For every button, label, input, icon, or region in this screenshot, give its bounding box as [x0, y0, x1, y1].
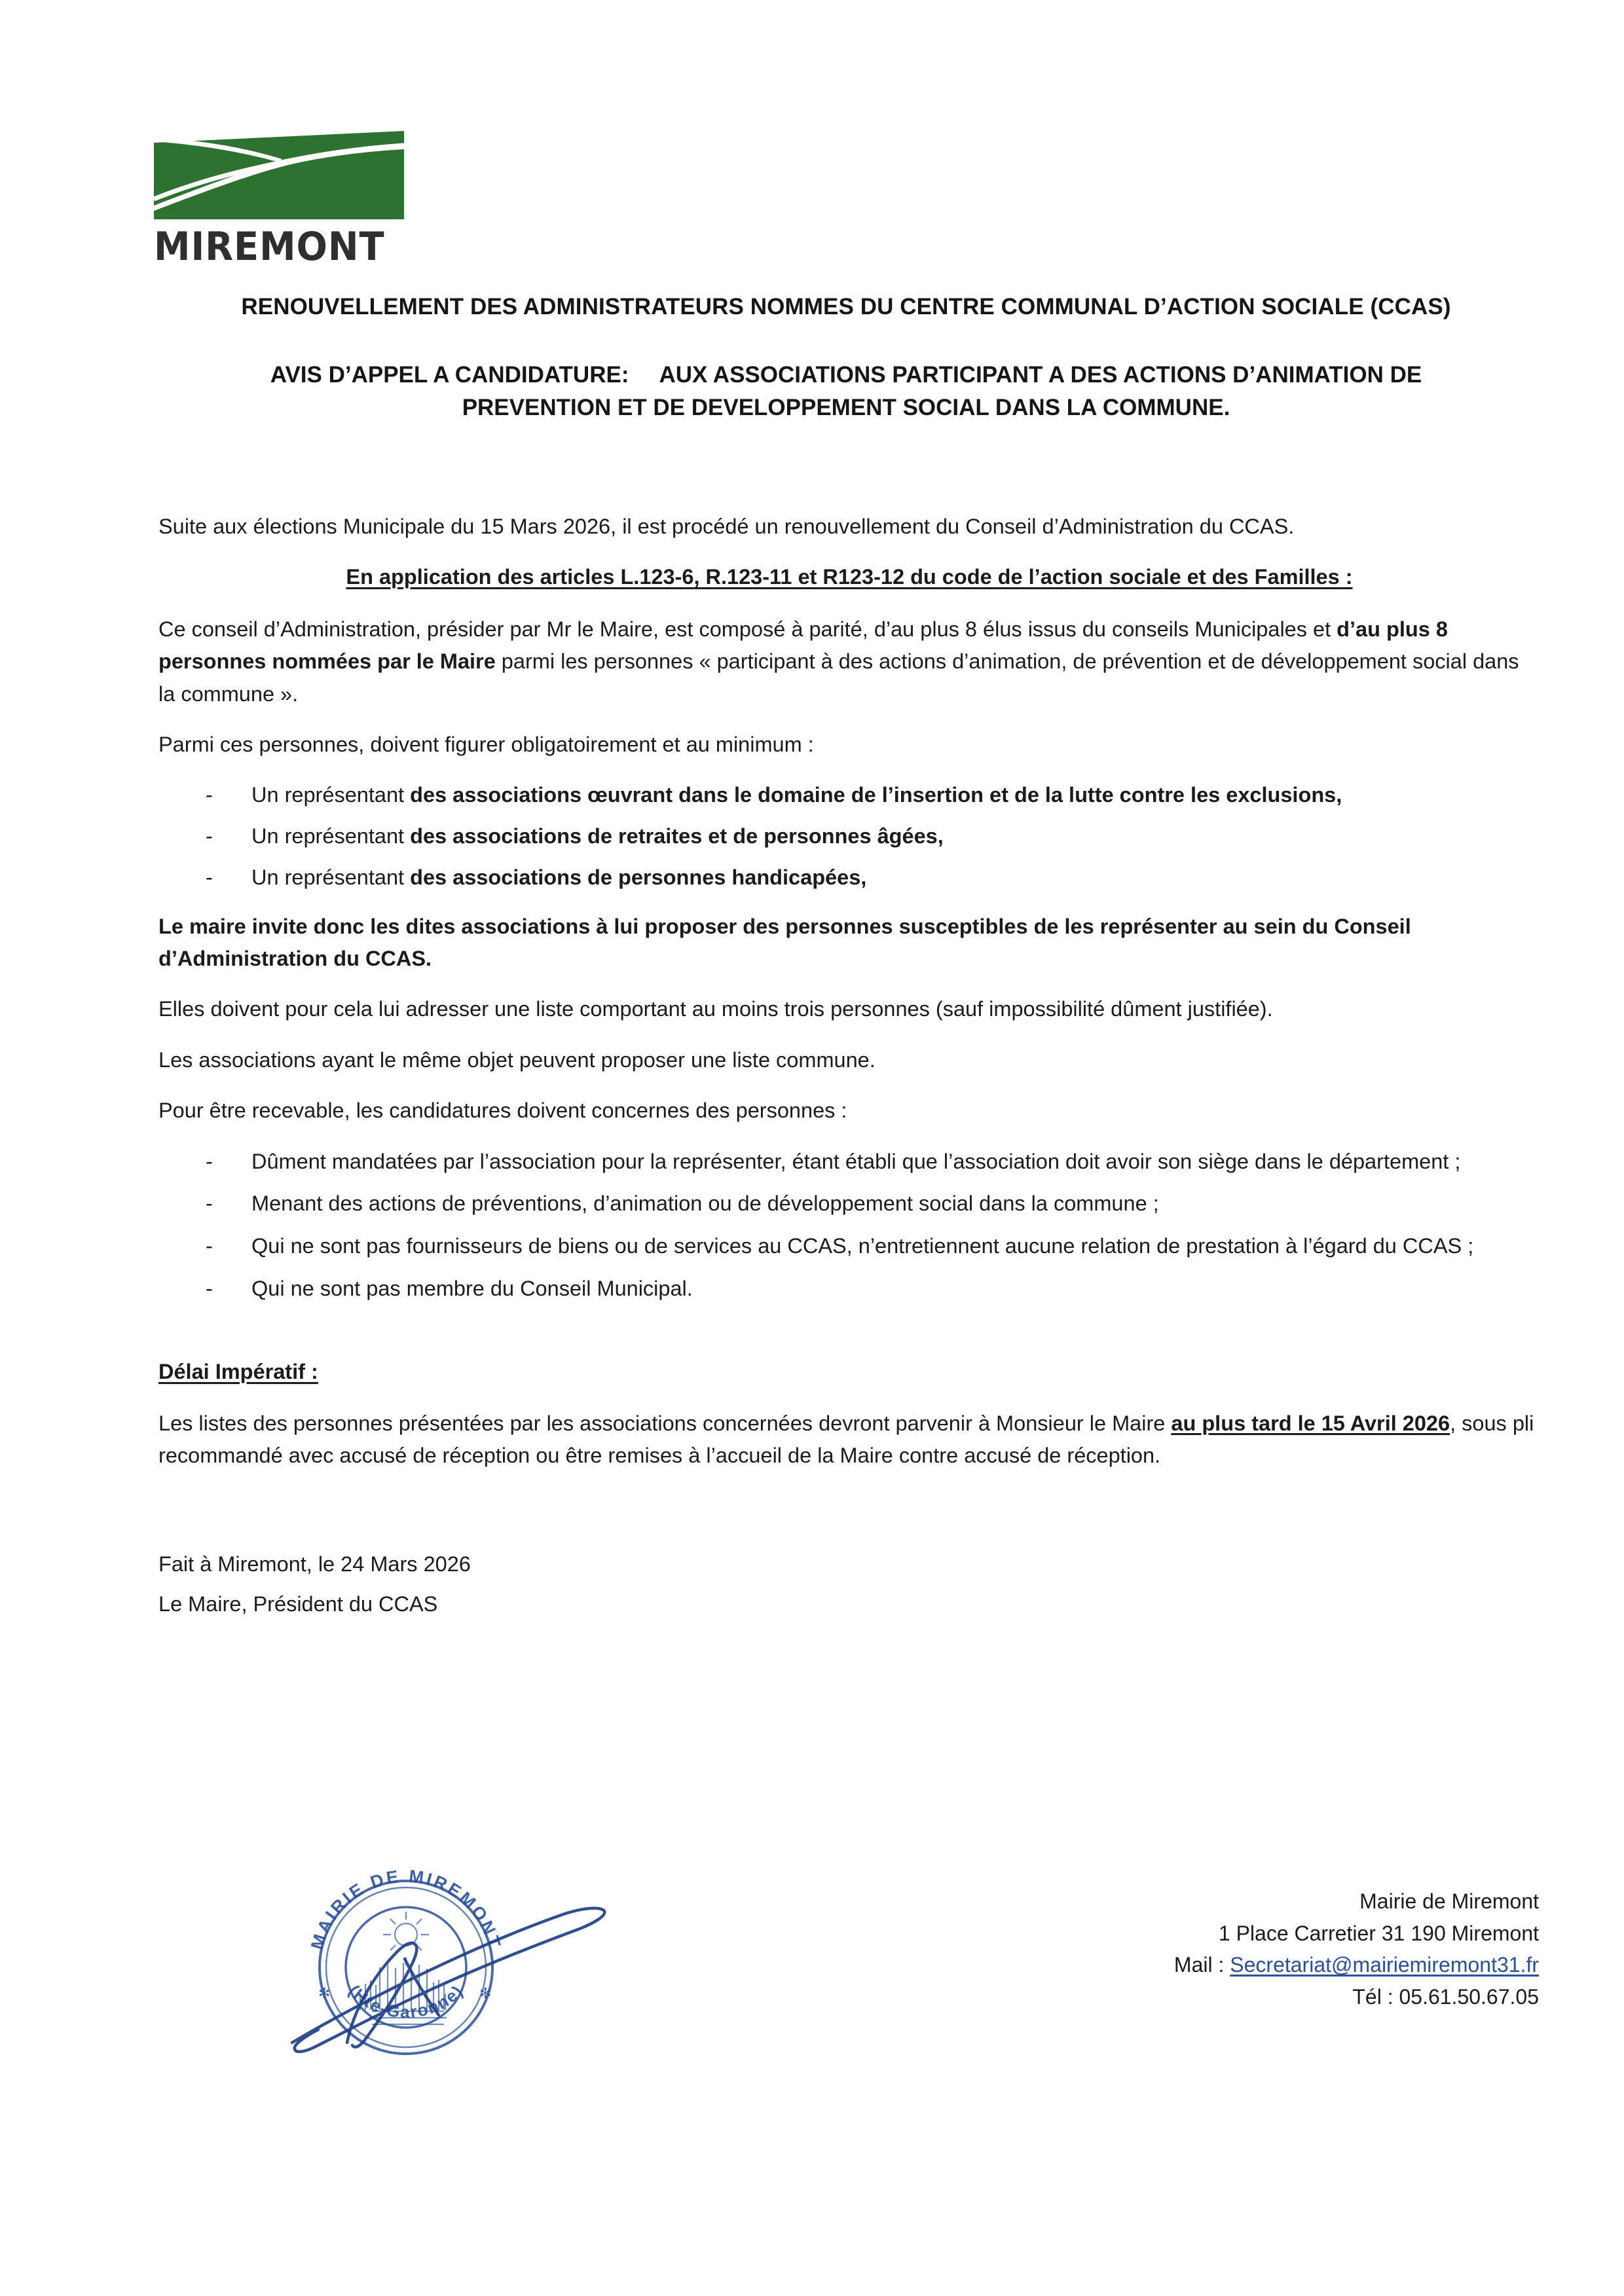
document-subtitle — [152, 359, 1540, 424]
svg-text:✻: ✻ — [479, 1985, 492, 2001]
intro-paragraph: Suite aux élections Municipale du 15 Mars 2026, il est procédé un renouvellement du Conseil d’Administration du CCAS. — [158, 515, 1295, 538]
council-text-2: parmi les personnes « participant à des actions d’animation, de prévention et de développement social dans la commune ». — [158, 649, 1519, 706]
deadline-paragraph — [158, 1408, 1540, 1472]
council-text-1: Ce conseil d’Administration, présider par Mr le Maire, est composé à parité, d’au plus 8 élus issus du conseils Municipales et — [158, 617, 1337, 641]
law-reference — [158, 561, 1540, 593]
subtitle-part-a: AVIS D’APPEL A CANDIDATURE: — [270, 362, 629, 388]
council-text-bold: d’au plus 8 personnes nommées par le Maire — [158, 617, 1448, 674]
footer-org: Mairie de Miremont — [1359, 1889, 1539, 1913]
logo-wordmark: MIREMONT — [154, 224, 385, 270]
list-item — [158, 779, 1540, 811]
list-request-paragraph: Elles doivent pour cela lui adresser une liste comportant au moins trois personnes (sauf impossibilité dûment justifiée). — [158, 997, 1273, 1021]
svg-text:MAIRIE DE MIREMONT: MAIRIE DE MIREMONT — [306, 1866, 505, 1952]
eligibility-criteria-list — [158, 1146, 1540, 1305]
deadline-heading-text: Délai Impératif : — [158, 1359, 318, 1383]
subtitle-line2: PREVENTION ET DE DEVELOPPEMENT SOCIAL DANS LA COMMUNE. — [462, 394, 1230, 420]
eligibility-intro-paragraph: Pour être recevable, les candidatures doivent concernes des personnes : — [158, 1099, 847, 1123]
deadline-text-2: , sous pli recommandé avec accusé de réception ou être remises à l’accueil de la Maire contre accusé de réception. — [158, 1411, 1534, 1468]
subtitle-part-b: AUX ASSOCIATIONS PARTICIPANT A DES ACTIONS D’ANIMATION DE — [659, 362, 1422, 388]
footer-mail-label: Mail : — [1173, 1953, 1230, 1977]
item-plain: Un représentant — [251, 783, 411, 807]
same-object-paragraph: Les associations ayant le même objet peuvent proposer une liste commune. — [158, 1048, 876, 1072]
place-and-date: Fait à Miremont, le 24 Mars 2026 — [158, 1552, 471, 1576]
svg-text:✻: ✻ — [318, 1985, 331, 2001]
list-item — [158, 820, 1540, 852]
list-item: - Qui ne sont pas membre du Conseil Municipal. — [158, 1273, 1540, 1305]
document-body — [158, 511, 1540, 1625]
item-bold: des associations œuvrant dans le domaine de l’insertion et de la lutte contre les exclusions, — [410, 783, 1342, 807]
minimum-requirements-list — [158, 779, 1540, 893]
list-item: - Dûment mandatées par l’association pour la représenter, étant établi que l’association doit avoir son siège dans le département ; — [158, 1146, 1540, 1178]
footer-mail-link[interactable]: Secretariat@mairiemiremont31.fr — [1230, 1953, 1539, 1977]
official-stamp — [282, 1846, 622, 2062]
signer-title: Le Maire, Président du CCAS — [158, 1592, 438, 1616]
logo-landscape-icon — [154, 131, 404, 219]
list-item: - Qui ne sont pas fournisseurs de biens ou de services au CCAS, n’entretiennent aucune relation de prestation à l’égard du CCAS ; — [158, 1230, 1540, 1262]
document-title: RENOUVELLEMENT DES ADMINISTRATEURS NOMMES DU CENTRE COMMUNAL D’ACTION SOCIALE (CCAS) — [241, 294, 1451, 319]
signature-block — [158, 1544, 1540, 1626]
minimum-intro-paragraph: Parmi ces personnes, doivent figurer obligatoirement et au minimum : — [158, 732, 814, 756]
footer-contact — [950, 1886, 1539, 2013]
item-plain: Un représentant — [251, 865, 411, 889]
deadline-text-1: Les listes des personnes présentées par les associations concernées devront parvenir à Monsieur le Maire — [158, 1411, 1172, 1435]
footer-address: 1 Place Carretier 31 190 Miremont — [1218, 1921, 1539, 1945]
mayor-invitation-paragraph: Le maire invite donc les dites associations à lui proposer des personnes susceptibles de les représenter au sein du Conseil d’Administration du CCAS. — [158, 914, 1411, 970]
deadline-date-emphasis: au plus tard le 15 Avril 2026 — [1171, 1411, 1450, 1435]
item-bold: des associations de personnes handicapées, — [410, 865, 867, 889]
footer-mail-row — [950, 1949, 1539, 1981]
deadline-heading — [158, 1356, 1540, 1388]
list-item: - Menant des actions de préventions, d’animation ou de développement social dans la commune ; — [158, 1188, 1540, 1220]
council-composition-paragraph — [158, 613, 1540, 710]
footer-phone: Tél : 05.61.50.67.05 — [1352, 1984, 1539, 2009]
law-reference-text: En application des articles L.123-6, R.123-11 et R123-12 du code de l’action sociale et des Familles : — [346, 565, 1353, 589]
item-plain: Un représentant — [251, 824, 411, 848]
list-item — [158, 862, 1540, 894]
item-bold: des associations de retraites et de personnes âgées, — [410, 824, 944, 848]
miremont-logo — [154, 131, 409, 270]
svg-text:(Hte-Garonne): (Hte-Garonne) — [344, 1980, 468, 2022]
